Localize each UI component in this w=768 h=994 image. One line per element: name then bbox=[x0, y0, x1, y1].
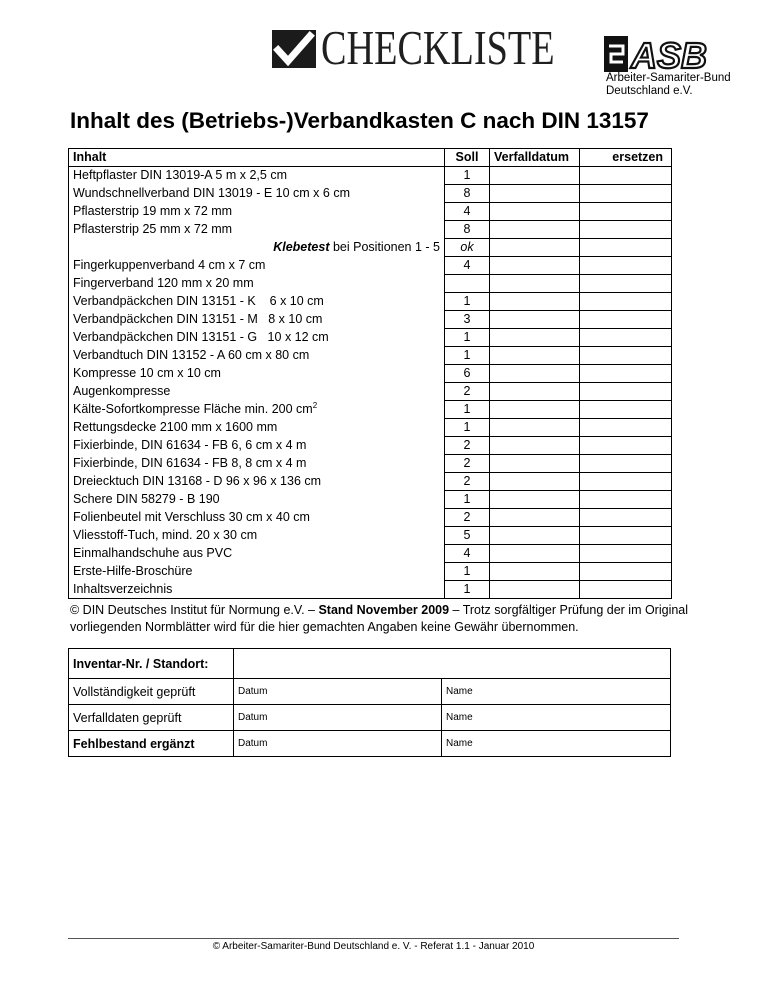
ersetzen-cell[interactable] bbox=[580, 563, 672, 581]
ersetzen-cell[interactable] bbox=[580, 527, 672, 545]
table-row bbox=[69, 329, 672, 347]
ersetzen-cell[interactable] bbox=[580, 311, 672, 329]
verfalldatum-cell[interactable] bbox=[490, 437, 580, 455]
soll-cell: ok bbox=[445, 239, 490, 257]
asb-org-line-1: Arbeiter-Samariter-Bund bbox=[606, 72, 731, 84]
table-row bbox=[69, 347, 672, 365]
table-row bbox=[69, 257, 672, 275]
verfalldatum-cell[interactable] bbox=[490, 563, 580, 581]
inventory-table bbox=[68, 648, 671, 757]
soll-cell: 4 bbox=[445, 203, 490, 221]
soll-cell: 2 bbox=[445, 437, 490, 455]
ersetzen-cell[interactable] bbox=[580, 221, 672, 239]
soll-cell: 1 bbox=[445, 293, 490, 311]
item-cell: Kompresse 10 cm x 10 cm bbox=[69, 365, 445, 383]
superscript: 2 bbox=[312, 400, 318, 410]
ersetzen-cell[interactable] bbox=[580, 383, 672, 401]
ersetzen-cell[interactable] bbox=[580, 239, 672, 257]
soll-cell: 2 bbox=[445, 473, 490, 491]
verfalldatum-cell[interactable] bbox=[490, 185, 580, 203]
ersetzen-cell[interactable] bbox=[580, 167, 672, 185]
table-row bbox=[69, 401, 672, 419]
item-cell: Vliesstoff-Tuch, mind. 20 x 30 cm bbox=[69, 527, 445, 545]
ersetzen-cell[interactable] bbox=[580, 347, 672, 365]
soll-cell: 2 bbox=[445, 509, 490, 527]
ersetzen-cell[interactable] bbox=[580, 473, 672, 491]
verfalldatum-cell[interactable] bbox=[490, 401, 580, 419]
name-field[interactable]: Name bbox=[442, 705, 671, 731]
table-row bbox=[69, 473, 672, 491]
copyright-status-date: Stand November 2009 bbox=[318, 603, 450, 617]
item-cell: Einmalhandschuhe aus PVC bbox=[69, 545, 445, 563]
inventory-number-row bbox=[69, 649, 671, 679]
soll-cell: 1 bbox=[445, 563, 490, 581]
datum-field[interactable]: Datum bbox=[234, 679, 442, 705]
checkmark-icon bbox=[272, 30, 316, 68]
verfalldatum-cell[interactable] bbox=[490, 473, 580, 491]
soll-cell: 1 bbox=[445, 491, 490, 509]
verfalldatum-cell[interactable] bbox=[490, 203, 580, 221]
table-row bbox=[69, 383, 672, 401]
asb-org-name bbox=[606, 72, 731, 98]
check-row-label: Vollständigkeit geprüft bbox=[69, 679, 234, 705]
table-row bbox=[69, 365, 672, 383]
ersetzen-cell[interactable] bbox=[580, 491, 672, 509]
table-row bbox=[69, 185, 672, 203]
table-row bbox=[69, 203, 672, 221]
soll-cell bbox=[445, 275, 490, 293]
ersetzen-cell[interactable] bbox=[580, 257, 672, 275]
verfalldatum-cell[interactable] bbox=[490, 365, 580, 383]
datum-field[interactable]: Datum bbox=[234, 731, 442, 757]
item-cell: Schere DIN 58279 - B 190 bbox=[69, 491, 445, 509]
verfalldatum-cell[interactable] bbox=[490, 293, 580, 311]
table-header-row bbox=[69, 149, 672, 167]
copyright-text-1: © DIN Deutsches Institut für Normung e.V. – bbox=[70, 603, 319, 617]
verfalldatum-cell[interactable] bbox=[490, 167, 580, 185]
item-cell: Dreiecktuch DIN 13168 - D 96 x 96 x 136 cm bbox=[69, 473, 445, 491]
ersetzen-cell[interactable] bbox=[580, 329, 672, 347]
verfalldatum-cell[interactable] bbox=[490, 509, 580, 527]
item-cell: Rettungsdecke 2100 mm x 1600 mm bbox=[69, 419, 445, 437]
table-row bbox=[69, 221, 672, 239]
verfalldatum-cell[interactable] bbox=[490, 419, 580, 437]
item-cell: Heftpflaster DIN 13019-A 5 m x 2,5 cm bbox=[69, 167, 445, 185]
item-cell: Pflasterstrip 19 mm x 72 mm bbox=[69, 203, 445, 221]
table-row bbox=[69, 419, 672, 437]
name-field[interactable]: Name bbox=[442, 679, 671, 705]
inventory-number-field[interactable] bbox=[234, 649, 671, 679]
verfalldatum-cell[interactable] bbox=[490, 455, 580, 473]
item-cell: Verbandtuch DIN 13152 - A 60 cm x 80 cm bbox=[69, 347, 445, 365]
inventory-number-label: Inventar-Nr. / Standort: bbox=[69, 649, 234, 679]
soll-cell: 4 bbox=[445, 257, 490, 275]
soll-cell: 1 bbox=[445, 347, 490, 365]
verfalldatum-cell[interactable] bbox=[490, 275, 580, 293]
copyright-notice bbox=[70, 602, 690, 636]
asb-org-line-2: Deutschland e.V. bbox=[606, 85, 693, 97]
ersetzen-cell[interactable] bbox=[580, 185, 672, 203]
klebetest-cell bbox=[69, 239, 445, 257]
soll-cell: 4 bbox=[445, 545, 490, 563]
klebetest-label: Klebetest bbox=[273, 240, 330, 254]
soll-cell: 1 bbox=[445, 581, 490, 599]
ersetzen-cell[interactable] bbox=[580, 509, 672, 527]
check-row-label: Fehlbestand ergänzt bbox=[69, 731, 234, 757]
klebetest-text: bei Positionen 1 - 5 bbox=[329, 240, 440, 254]
verfalldatum-cell[interactable] bbox=[490, 347, 580, 365]
column-header-ersetzen: ersetzen bbox=[580, 149, 672, 167]
verfalldatum-cell[interactable] bbox=[490, 545, 580, 563]
check-row-label: Verfalldaten geprüft bbox=[69, 705, 234, 731]
soll-cell: 5 bbox=[445, 527, 490, 545]
table-row bbox=[69, 239, 672, 257]
table-row bbox=[69, 527, 672, 545]
table-row bbox=[69, 509, 672, 527]
ersetzen-cell[interactable] bbox=[580, 401, 672, 419]
table-row bbox=[69, 167, 672, 185]
soll-cell: 1 bbox=[445, 419, 490, 437]
table-row bbox=[69, 293, 672, 311]
item-cell: Verbandpäckchen DIN 13151 - M 8 x 10 cm bbox=[69, 311, 445, 329]
verfalldatum-cell[interactable] bbox=[490, 491, 580, 509]
verfalldatum-cell[interactable] bbox=[490, 257, 580, 275]
soll-cell: 8 bbox=[445, 185, 490, 203]
table-row bbox=[69, 455, 672, 473]
item-cell: Inhaltsverzeichnis bbox=[69, 581, 445, 599]
table-row bbox=[69, 581, 672, 599]
table-row bbox=[69, 311, 672, 329]
item-cell: Fixierbinde, DIN 61634 - FB 8, 8 cm x 4 m bbox=[69, 455, 445, 473]
item-cell: Fingerkuppenverband 4 cm x 7 cm bbox=[69, 257, 445, 275]
item-cell: Erste-Hilfe-Broschüre bbox=[69, 563, 445, 581]
datum-field[interactable]: Datum bbox=[234, 705, 442, 731]
ersetzen-cell[interactable] bbox=[580, 419, 672, 437]
asb-logo bbox=[603, 34, 727, 74]
verfalldatum-cell[interactable] bbox=[490, 221, 580, 239]
item-cell: Wundschnellverband DIN 13019 - E 10 cm x 6 cm bbox=[69, 185, 445, 203]
ersetzen-cell[interactable] bbox=[580, 203, 672, 221]
column-header-verfalldatum: Verfalldatum bbox=[490, 149, 580, 167]
verfalldatum-cell[interactable] bbox=[490, 581, 580, 599]
name-field[interactable]: Name bbox=[442, 731, 671, 757]
table-row bbox=[69, 275, 672, 293]
column-header-inhalt: Inhalt bbox=[69, 149, 445, 167]
verfalldatum-cell[interactable] bbox=[490, 239, 580, 257]
check-row bbox=[69, 705, 671, 731]
verfalldatum-cell[interactable] bbox=[490, 311, 580, 329]
column-header-soll: Soll bbox=[445, 149, 490, 167]
item-cell: Fingerverband 120 mm x 20 mm bbox=[69, 275, 445, 293]
soll-cell: 8 bbox=[445, 221, 490, 239]
soll-cell: 1 bbox=[445, 329, 490, 347]
check-row bbox=[69, 679, 671, 705]
item-cell: Fixierbinde, DIN 61634 - FB 6, 6 cm x 4 m bbox=[69, 437, 445, 455]
soll-cell: 6 bbox=[445, 365, 490, 383]
item-text: Kälte-Sofortkompresse Fläche min. 200 cm bbox=[73, 402, 313, 416]
soll-cell: 3 bbox=[445, 311, 490, 329]
ersetzen-cell[interactable] bbox=[580, 275, 672, 293]
item-cell: Verbandpäckchen DIN 13151 - K 6 x 10 cm bbox=[69, 293, 445, 311]
checklist-table bbox=[68, 148, 672, 599]
ersetzen-cell[interactable] bbox=[580, 455, 672, 473]
check-row bbox=[69, 731, 671, 757]
item-cell: Pflasterstrip 25 mm x 72 mm bbox=[69, 221, 445, 239]
table-row bbox=[69, 545, 672, 563]
verfalldatum-cell[interactable] bbox=[490, 383, 580, 401]
ersetzen-cell[interactable] bbox=[580, 365, 672, 383]
checklist-logo-text: CHECKLISTE bbox=[321, 20, 555, 75]
footer-divider bbox=[68, 938, 679, 939]
ersetzen-cell[interactable] bbox=[580, 581, 672, 599]
ersetzen-cell[interactable] bbox=[580, 545, 672, 563]
soll-cell: 2 bbox=[445, 383, 490, 401]
item-cell: Augenkompresse bbox=[69, 383, 445, 401]
ersetzen-cell[interactable] bbox=[580, 437, 672, 455]
soll-cell: 2 bbox=[445, 455, 490, 473]
verfalldatum-cell[interactable] bbox=[490, 329, 580, 347]
document-title: Inhalt des (Betriebs-)Verbandkasten C nach DIN 13157 bbox=[70, 108, 649, 133]
ersetzen-cell[interactable] bbox=[580, 293, 672, 311]
table-row bbox=[69, 491, 672, 509]
soll-cell: 1 bbox=[445, 401, 490, 419]
table-row bbox=[69, 437, 672, 455]
verfalldatum-cell[interactable] bbox=[490, 527, 580, 545]
copyright-text-2: – Trotz sorgfältiger Prüfung der im Original vorliegenden Normblätter wird für die hier gemachten Angaben keine Gewähr übernommen. bbox=[70, 603, 689, 634]
item-cell bbox=[69, 401, 445, 419]
item-cell: Verbandpäckchen DIN 13151 - G 10 x 12 cm bbox=[69, 329, 445, 347]
soll-cell: 1 bbox=[445, 167, 490, 185]
asb-logo-letters: ASB bbox=[631, 35, 708, 74]
footer-text: © Arbeiter-Samariter-Bund Deutschland e. V. - Referat 1.1 - Januar 2010 bbox=[212, 941, 535, 952]
table-row bbox=[69, 563, 672, 581]
item-cell: Folienbeutel mit Verschluss 30 cm x 40 cm bbox=[69, 509, 445, 527]
